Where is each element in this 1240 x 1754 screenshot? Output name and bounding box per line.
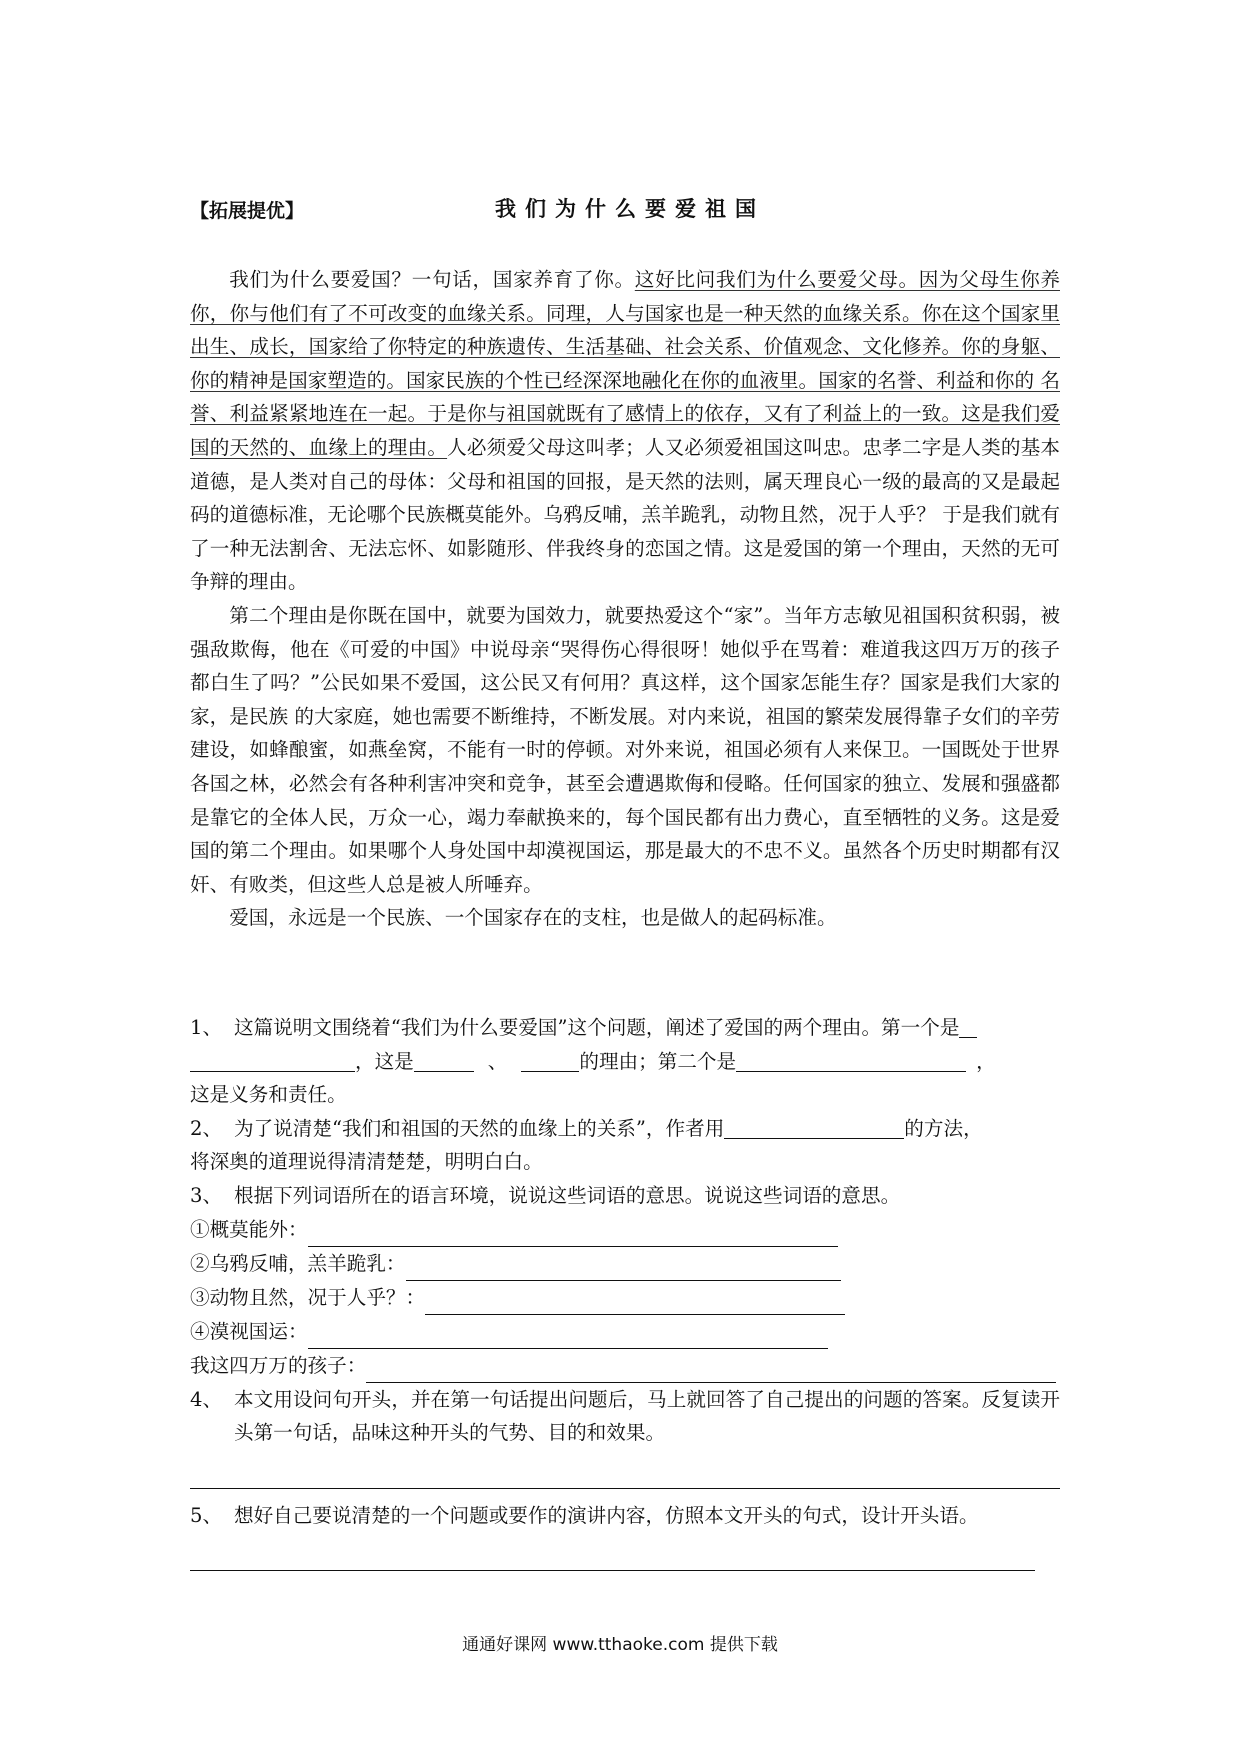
question-3-item-label: ①概莫能外： bbox=[190, 1217, 308, 1241]
answer-blank-2[interactable] bbox=[724, 1116, 904, 1139]
answer-line-4[interactable] bbox=[190, 1460, 1060, 1489]
question-3-item-label: 我这四万万的孩子： bbox=[190, 1353, 367, 1377]
question-3-prompt: 根据下列词语所在的语言环境，说说这些词语的意思。说说这些词语的意思。 bbox=[234, 1183, 901, 1207]
paragraph-1 bbox=[190, 263, 1060, 599]
questions bbox=[190, 1011, 1060, 1571]
question-2-number: 2、 bbox=[190, 1116, 223, 1140]
question-2-text-c: 将深奥的道理说得清清楚楚，明明白白。 bbox=[190, 1150, 543, 1174]
header bbox=[190, 196, 1060, 232]
question-3 bbox=[190, 1179, 1060, 1383]
section-tag: 【拓展提优】 bbox=[190, 200, 305, 222]
answer-blank-1d[interactable] bbox=[521, 1049, 579, 1072]
question-1 bbox=[190, 1011, 1060, 1112]
question-5-prompt: 想好自己要说清楚的一个问题或要作的演讲内容，仿照本文开头的句式，设计开头语。 bbox=[234, 1503, 979, 1527]
answer-line-3-4[interactable] bbox=[308, 1326, 828, 1349]
question-4-number: 4、 bbox=[190, 1387, 223, 1411]
question-4 bbox=[190, 1383, 1060, 1489]
answer-blank-1a[interactable] bbox=[959, 1015, 977, 1038]
question-5 bbox=[190, 1499, 1060, 1572]
question-2 bbox=[190, 1112, 1060, 1179]
question-3-item-label: ②乌鸦反哺，羔羊跪乳： bbox=[190, 1251, 406, 1275]
question-1-text-d: 的理由；第二个是 bbox=[579, 1049, 737, 1073]
answer-line-3-5[interactable] bbox=[366, 1360, 1056, 1383]
question-3-item-5 bbox=[190, 1349, 1060, 1383]
question-1-text-e: ， bbox=[976, 1049, 996, 1073]
page-title: 我们为什么要爱祖国 bbox=[495, 196, 765, 221]
question-1-number: 1、 bbox=[190, 1016, 223, 1039]
question-3-item-1 bbox=[190, 1213, 1060, 1247]
question-2-text-b: 的方法， bbox=[904, 1116, 983, 1140]
question-1-text-f: 这是义务和责任。 bbox=[190, 1083, 347, 1107]
answer-line-3-3[interactable] bbox=[425, 1292, 845, 1315]
answer-line-3-2[interactable] bbox=[406, 1258, 841, 1281]
question-3-item-label: ③动物且然，况于人乎？： bbox=[190, 1285, 426, 1309]
question-1-text-c: 、 bbox=[487, 1049, 508, 1073]
question-3-item-label: ④漠视国运： bbox=[190, 1319, 308, 1343]
question-1-text-b: ，这是 bbox=[355, 1049, 414, 1073]
paragraph-1-underlined: 这好比问我们为什么要爱父母。因为父母生你养你，你与他们有了不可改变的血缘关系。同理，人与国家也是一种天然的血缘关系。你在这个国家里出生、成长，国家给了你特定的种族遗传、生活基础、社会关系、价值观念、文化修养。你的身躯、你的精神是国家塑造的。国家民族的个性已经深深地融化在你的血液里。国家的名誉、利益和你的 名誉、利益紧紧地连在一起。于是你与祖国就既有了感情上的依存，又有了利益上的一致。这是我们爱国的天然的、血缘上的理由。 bbox=[190, 268, 1060, 459]
question-4-prompt: 本文用设问句开头，并在第一句话提出问题后，马上就回答了自己提出的问题的答案。反复读开头第一句话，品味这种开头的气势、目的和效果。 bbox=[234, 1387, 1060, 1445]
answer-blank-1e[interactable] bbox=[736, 1049, 966, 1072]
paragraph-1-opening: 我们为什么要爱国？一句话，国家养育了你。 bbox=[229, 268, 635, 291]
paragraph-1-rest: 人必须爱父母这叫孝；人又必须爱祖国这叫忠。忠孝二字是人类的基本道德，是人类对自己的母体：父母和祖国的回报，是天然的法则，属天理良心一级的最高的又是最起码的道德标准，无论哪个民族概莫能外。乌鸦反哺，羔羊跪乳，动物且然，况于人乎？ 于是我们就有了一种无法割舍、无法忘怀、如影随形、伴我终身的恋国之情。这是爱国的第一个理由，天然的无可争辩的理由。 bbox=[190, 435, 1061, 594]
paragraph-3: 爱国，永远是一个民族、一个国家存在的支柱，也是做人的起码标准。 bbox=[229, 906, 837, 930]
question-5-number: 5、 bbox=[190, 1503, 223, 1527]
question-3-item-3 bbox=[190, 1281, 1060, 1315]
question-3-number: 3、 bbox=[190, 1183, 223, 1207]
answer-line-3-1[interactable] bbox=[308, 1224, 838, 1247]
footer-text: 通通好课网 www.tthaoke.com 提供下载 bbox=[462, 1635, 778, 1655]
answer-line-5[interactable] bbox=[190, 1542, 1035, 1571]
article bbox=[190, 263, 1060, 935]
question-2-prompt: 为了说清楚“我们和祖国的天然的血缘上的关系”，作者用 bbox=[234, 1116, 725, 1140]
answer-blank-1c[interactable] bbox=[414, 1049, 474, 1072]
question-3-item-2 bbox=[190, 1247, 1060, 1281]
question-1-prompt: 这篇说明文围绕着“我们为什么要爱国”这个问题，阐述了爱国的两个理由。第一个是 bbox=[234, 1016, 960, 1039]
paragraph-2: 第二个理由是你既在国中，就要为国效力，就要热爱这个“家”。当年方志敏见祖国积贫积弱，被强敌欺侮，他在《可爱的中国》中说母亲“哭得伤心得很呀！她似乎在骂着：难道我这四万万的孩子都白生了吗？”公民如果不爱国，这公民又有何用？真这样，这个国家怎能生存？国家是我们大家的家，是民族 的大家庭，她也需要不断维持，不断发展。对内来说，祖国的繁荣发展得靠子女们的辛劳建设，如蜂酿蜜，如燕垒窝，不能有一时的停顿。对外来说，祖国必须有人来保卫。一国既处于世界各国之林，必然会有各种利害冲突和竞争，甚至会遭遇欺侮和侵略。任何国家的独立、发展和强盛都是靠它的全体人民，万众一心，竭力奉献换来的，每个国民都有出力费心，直至牺牲的义务。这是爱国的第二个理由。如果哪个人身处国中却漠视国运，那是最大的不忠不义。虽然各个历史时期都有汉奸、有败类，但这些人总是被人所唾弃。 bbox=[190, 603, 1060, 896]
answer-blank-1b[interactable] bbox=[190, 1049, 355, 1072]
question-3-item-4 bbox=[190, 1315, 1060, 1349]
